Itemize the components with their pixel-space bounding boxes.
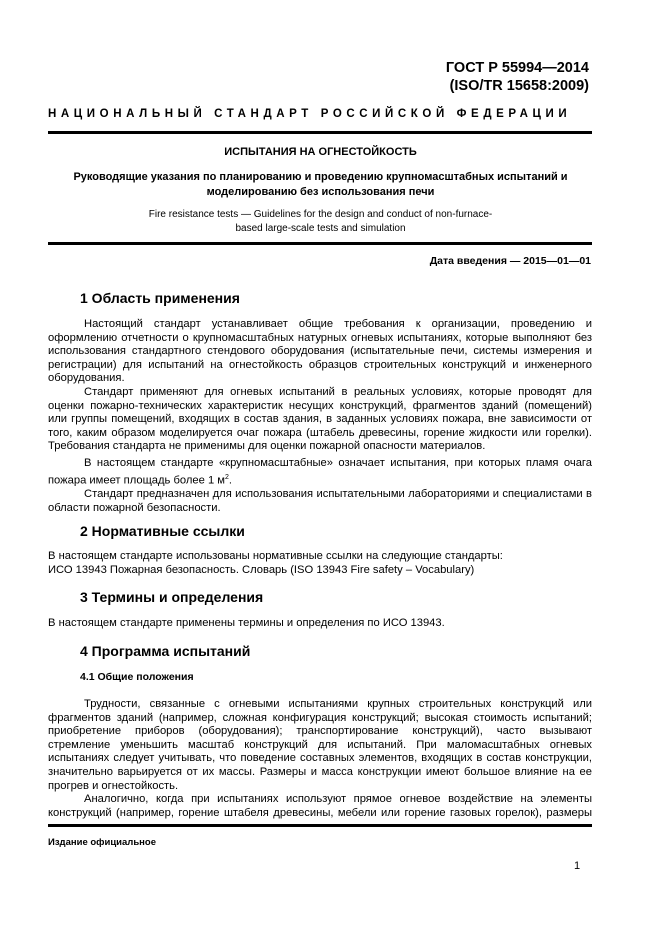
national-standard-banner: НАЦИОНАЛЬНЫЙ СТАНДАРТ РОССИЙСКОЙ ФЕДЕРАЦИИ	[48, 108, 572, 120]
paragraph: Стандарт предназначен для использования испытательными лабораториями и специалистами в области пожарной безопасности.	[48, 487, 592, 514]
top-rule	[48, 131, 592, 134]
section-3-body: В настоящем стандарте применены термины и определения по ИСО 13943.	[48, 617, 445, 629]
superscript: 2	[224, 473, 229, 481]
section-2-body	[48, 550, 592, 577]
section-1-body	[48, 318, 592, 454]
document-title: ИСПЫТАНИЯ НА ОГНЕСТОЙКОСТЬ	[224, 146, 417, 158]
paragraph: Аналогично, когда при испытаниях используют прямое огневое воздействие на элементы конструкций (например, горение штабеля древесины, мебели или горение газовых горелок), размеры	[48, 793, 592, 819]
section-1-heading: 1 Область применения	[80, 290, 240, 306]
paragraph: Стандарт применяют для огневых испытаний в реальных условиях, которые проводят для оценки пожарно-технических характеристик несущих конструкций, фрагментов зданий (помещений) или группы помещений, входящих в состав здания, в заданных условиях пожара, вне зависимости от того, каким образом моделируется очаг пожара (штабель древесины, горение жидкости или горелки). Требования стандарта не применимы для оценки пожарной опасности материалов.	[48, 385, 592, 453]
section-4-heading: 4 Программа испытаний	[80, 643, 251, 659]
section-3-heading: 3 Термины и определения	[80, 589, 264, 605]
english-title-line-1: Fire resistance tests — Guidelines for the design and conduct of non-furnace-	[148, 209, 493, 220]
section-4-body	[48, 698, 592, 820]
english-title-line-2: based large-scale tests and simulation	[235, 223, 406, 234]
paragraph: Трудности, связанные с огневыми испытаниями крупных строительных конструкций или фрагментов зданий (например, сложная конфигурация конструкций; высокая стоимость испытаний; приобретение приборов (оборудования); транспортирование конструкций), часто вызывают стремление уменьшить масштаб конструкций для испытаний. При маломасштабных огневых испытаниях следует учитывать, что поведение составных элементов, входящих в состав конструкции, значительно варьируется от их массы. Размеры и масса конструкции имеют большое влияние на ее прогрев и огнестойкость.	[48, 698, 592, 792]
subtitle-line-1: Руководящие указания по планированию и проведению крупномасштабных испытаний и	[73, 171, 568, 183]
paragraph-text: В настоящем стандарте «крупномасштабные» означает испытания, при которых пламя очага пожара имеет площадь более 1 м	[48, 457, 592, 487]
text-line: ИСО 13943 Пожарная безопасность. Словарь (ISO 13943 Fire safety – Vocabulary)	[48, 563, 475, 576]
paragraph	[48, 457, 592, 488]
section-1-body-2	[48, 457, 592, 515]
section-2-heading: 2 Нормативные ссылки	[80, 523, 245, 539]
subsection-4-1-heading: 4.1 Общие положения	[80, 671, 194, 683]
paragraph: Настоящий стандарт устанавливает общие требования к организации, проведению и оформлению отчетности о крупномасштабных натурных огневых испытаниях, которые выполняют без использования стандартного стендового оборудования (испытательные печи, системы измерения и регистрации) для испытаний на огнестойкость образцов строительных конструкций и инженерного оборудования.	[48, 318, 592, 385]
standard-code: ГОСТ Р 55994—2014	[445, 60, 589, 76]
paragraph-end: .	[228, 474, 232, 487]
official-edition: Издание официальное	[48, 837, 156, 848]
iso-code: (ISO/TR 15658:2009)	[449, 78, 589, 94]
effective-date: Дата введения — 2015—01—01	[429, 255, 591, 267]
title-rule	[48, 242, 592, 245]
page-number: 1	[574, 860, 581, 872]
text-line: В настоящем стандарте использованы нормативные ссылки на следующие стандарты:	[48, 550, 503, 562]
footer-rule	[48, 824, 592, 827]
subtitle-line-2: моделированию без использования печи	[206, 186, 435, 198]
